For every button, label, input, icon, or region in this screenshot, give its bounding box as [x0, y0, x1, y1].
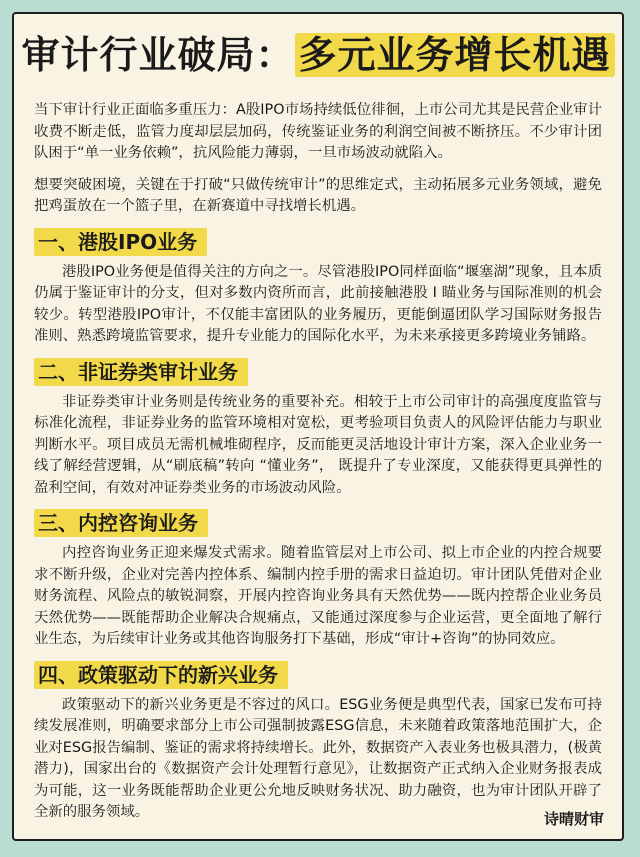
section-heading: 四、政策驱动下的新兴业务 [34, 661, 288, 689]
section-body: 内控咨询业务正迎来爆发式需求。随着监管层对上市公司、拟上市企业的内控合规要求不断升级，企业对完善内控体系、编制内控手册的需求日益迫切。审计团队凭借对企业财务流程、风险点的敏锐洞察，开展内控咨询业务具有天然优势——既内控帮企业业务员天然优势——既能帮助企业解决合规痛点，又能通过深度参与企业运营，更全面地了解行业生态，为后续审计业务或其他咨询服务打下基础，形成“审计+咨询”的协同效应。 [34, 545, 602, 647]
section-policy-driven-business [34, 661, 602, 824]
title-part-2-highlighted: 多元业务增长机遇 [295, 33, 615, 77]
section-body: 港股IPO业务便是值得关注的方向之一。尽管港股IPO同样面临“堰塞湖”现象，且本质仍属于鉴证审计的分支，但对多数内资所而言，此前接触港股 I 瞄业务与国际准则的机会较少。转型港股IPO审计，不仅能丰富团队的业务履历，更能倒逼团队学习国际财务报告准则、熟悉跨境监管要求，提升专业能力的国际化水平，为未来承接更多跨境业务铺路。 [34, 263, 602, 344]
section-heading: 三、内控咨询业务 [34, 509, 208, 537]
section-body: 政策驱动下的新兴业务更是不容过的风口。ESG业务便是典型代表，国家已发布可持续发展准则，明确要求部分上市公司强制披露ESG信息，未来随着政策落地范围扩大，企业对ESG报告编制、鉴证的需求将持续增长。此外，数据资产入表业务也极具潜力，(极黄潜力)，国家出台的《数据资产会计处理暂行意见》，让数据资产正式纳入企业财务报表成为可能，这一业务既能帮助企业更公允地反映财务状况、助力融资，也为审计团队开辟了全新的服务领域。 [34, 696, 602, 820]
title-part-1: 审计行业破局： [21, 33, 295, 77]
article-card [12, 12, 624, 841]
section-heading: 二、非证券类审计业务 [34, 358, 248, 386]
page-title [14, 28, 622, 82]
intro-paragraph-2: 想要突破困境，关键在于打破“只做传统审计”的思维定式，主动拓展多元业务领域，避免把鸡蛋放在一个篮子里，在新赛道中寻找增长机遇。 [34, 176, 602, 214]
intro-paragraph-1: 当下审计行业正面临多重压力：A股IPO市场持续低位徘徊，上市公司尤其是民营企业审计收费不断走低，监管力度却层层加码，传统鉴证业务的利润空间被不断挤压。不少审计团队困于“单一业务依赖”，抗风险能力薄弱，一旦市场波动就陷入。 [34, 102, 602, 161]
section-body: 非证券类审计业务则是传统业务的重要补充。相较于上市公司审计的高强度度监管与标准化流程，非证券业务的监管环境相对宽松，更考验项目负责人的风险评估能力与职业判断水平。项目成员无需机械堆砌程序，反而能更灵活地设计审计方案，深入企业业务一线了解经营逻辑，从“刷底稿”转向 “懂业务”， 既提升了专业深度，又能获得更具弹性的盈利空间，有效对冲证券类业务的市场波动风险。 [34, 393, 602, 496]
section-hk-ipo [34, 228, 602, 348]
author-signature: 诗晴财审 [543, 810, 604, 828]
section-internal-control-consulting [34, 509, 602, 651]
section-non-securities-audit [34, 358, 602, 500]
article-content [34, 100, 602, 834]
section-heading: 一、港股IPO业务 [34, 228, 207, 256]
